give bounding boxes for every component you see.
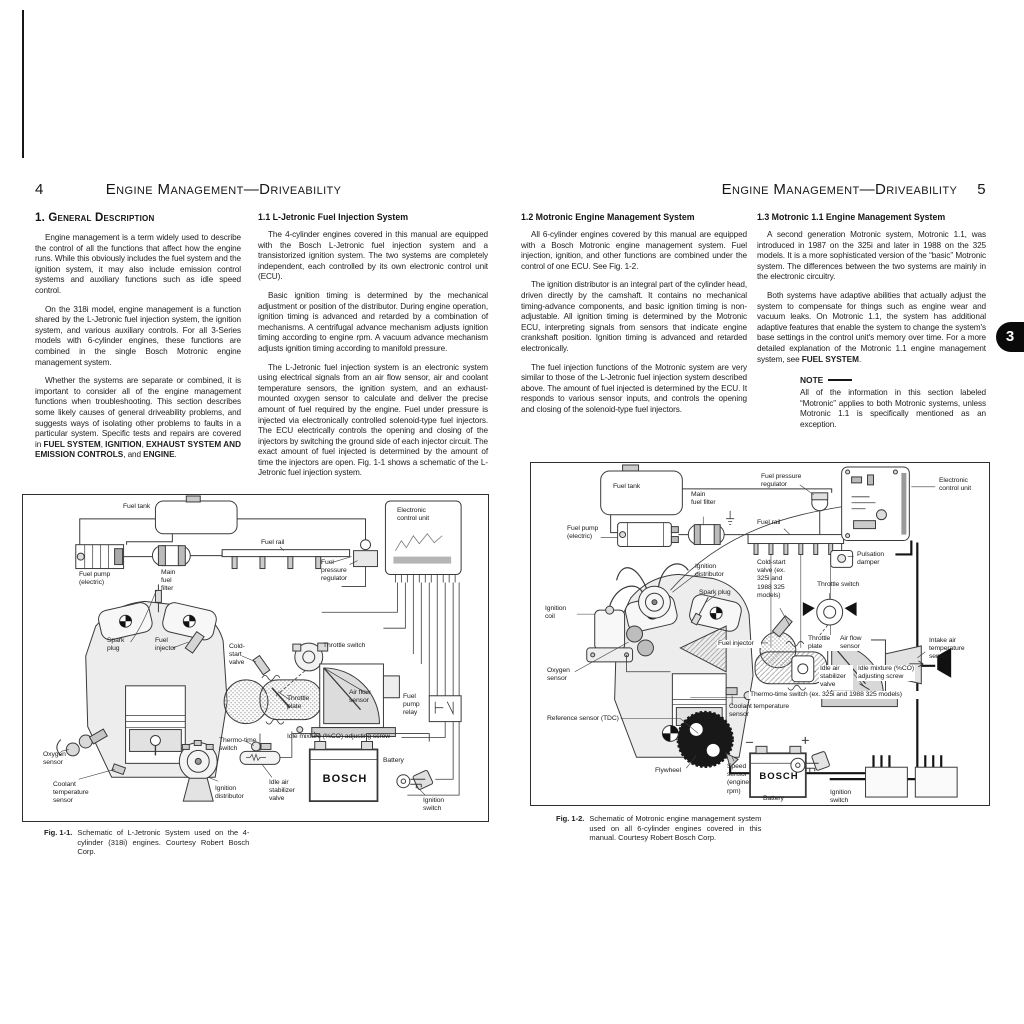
- ground-symbol: [726, 511, 734, 525]
- figure-1-2-caption: [556, 814, 761, 843]
- label-fuel-pressure-regulator: Fuel pressure regulator: [761, 473, 802, 489]
- figure-1-1: [22, 494, 489, 822]
- paragraph: Engine management is a term widely used to describe the control of all the functions that affect how the engine runs. While this obviously includes the fuel system and the ignition system, it may also include emission control systems and auxiliary functions such as idle speed control.: [35, 233, 241, 295]
- figure-1-2: [530, 462, 990, 806]
- right-page-title: Engine Management—Driveability: [721, 181, 958, 198]
- label-fuel-tank: Fuel tank: [613, 483, 641, 490]
- note-rule: [828, 379, 852, 382]
- label-fuel-tank: Fuel tank: [123, 503, 151, 510]
- label-reference-sensor: Reference sensor (TDC): [547, 715, 619, 722]
- battery-art: [292, 734, 429, 802]
- label-throttle-switch: Throttle switch: [817, 581, 860, 588]
- label-battery: Battery: [763, 795, 784, 802]
- note-block: [800, 375, 986, 430]
- label-idle-air-valve: Idle air stabilizer valve: [819, 665, 853, 690]
- fuel-filter-art: [152, 546, 190, 566]
- label-oxygen-sensor: Oxygen sensor: [43, 751, 66, 767]
- label-air-flow-sensor: Air flow sensor: [839, 635, 871, 651]
- label-spark-plug: Spark plug: [107, 637, 125, 653]
- label-oxygen-sensor: Oxygen sensor: [547, 667, 570, 683]
- note-heading: [800, 375, 986, 385]
- caption-label: Fig. 1-2.: [556, 814, 585, 823]
- pulsation-damper-art: [831, 544, 853, 568]
- right-page-number: 5: [977, 181, 986, 198]
- label-intake-air-temp-sensor: Intake air temperature sensor: [929, 637, 965, 661]
- paragraph: Whether the systems are separate or combined, it is important to consider all of the engine management functions when troubleshooting. This section describes some likely causes of general driveability problems, and suggests ways of isolating other problems to faults in a particular system. Specific tests and repairs are covered in FUEL SYSTEM, IGNITION, EXHAUST SYSTEM AND EMISSION CONTROLS, and ENGINE.: [35, 376, 241, 460]
- ecu-art: [842, 467, 910, 541]
- label-ignition-switch: Ignition switch: [829, 789, 863, 805]
- label-fuel-pump-relay: Fuel pump relay: [403, 693, 420, 717]
- caption-text: Schematic of L-Jetronic System used on the 4-cylinder (318i) engines. Courtesy Robert Bosch Corp.: [77, 828, 250, 857]
- label-thermo-time-switch: Thermo-time switch (ex. 325i and 1988 325 models): [749, 691, 925, 699]
- section-heading-general: 1. General Description: [35, 212, 155, 224]
- label-ignition-distributor: Ignition distributor: [215, 785, 244, 801]
- label-fuel-rail: Fuel rail: [757, 519, 781, 526]
- column-motronic: [521, 212, 747, 424]
- fuel-pump-relay-art: [429, 696, 461, 722]
- label-throttle-plate: Throttle plate: [287, 695, 310, 711]
- label-ignition-distributor: Ignition distributor: [695, 563, 724, 579]
- label-flywheel: Flywheel: [655, 767, 682, 774]
- label-main-fuel-filter: Main fuel filter: [691, 491, 716, 507]
- column-motronic11: [757, 212, 986, 439]
- connector-blocks: [866, 767, 958, 797]
- pressure-regulator-art: [812, 493, 828, 511]
- bosch-logo: BOSCH: [759, 771, 799, 782]
- label-fuel-pump: Fuel pump (electric): [79, 571, 111, 587]
- section-heading-motronic: 1.2 Motronic Engine Management System: [521, 212, 695, 222]
- label-pulsation-damper: Pulsation damper: [857, 551, 885, 567]
- bosch-logo: BOSCH: [322, 773, 368, 785]
- label-fuel-pump: Fuel pump (electric): [567, 525, 599, 541]
- tank-supply-line: [127, 534, 173, 545]
- label-spark-plug: Spark plug: [699, 589, 731, 596]
- label-idle-mixture-screw: Idle mixture (%CO) adjusting screw: [287, 733, 391, 740]
- column-general-description: [35, 212, 241, 469]
- label-throttle-plate: Throttle plate: [807, 635, 841, 651]
- caption-text: Schematic of Motronic engine management system used on all 6-cylinder engines covered in this manual. Courtesy Robert Bosch Corp.: [589, 814, 762, 843]
- cold-start-valve-art: [253, 656, 270, 675]
- left-page-header: [35, 181, 341, 198]
- label-battery: Battery: [383, 757, 404, 764]
- caption-label: Fig. 1-1.: [44, 828, 73, 837]
- motronic-schematic-art: [531, 463, 989, 805]
- label-fuel-injector: Fuel injector: [717, 640, 761, 648]
- left-page-number: 4: [35, 181, 44, 198]
- fuel-pump-art: [618, 523, 679, 547]
- left-page-title: Engine Management—Driveability: [105, 181, 342, 198]
- label-fuel-injector: Fuel injector: [155, 637, 177, 653]
- note-label: NOTE: [800, 375, 824, 386]
- label-ignition-coil: Ignition coil: [545, 605, 567, 621]
- note-text: All of the information in this section labeled “Motronic” applies to both Motronic systems, unless Motronic 1.1 is specifically mentioned as an exception.: [800, 388, 986, 429]
- label-throttle-switch: Throttle switch: [323, 642, 366, 649]
- label-main-fuel-filter: Main fuel filter: [161, 569, 176, 593]
- cold-start-valve-art: [772, 616, 792, 637]
- paragraph: On the 318i model, engine management is a function shared by the L-Jetronic fuel injection system, the ignition system, and various auxiliary controls. For all 3-Series models with 6-cylinder engines, these functions are combined in the single Bosch Motronic engine management system.: [35, 304, 241, 367]
- label-cold-start-valve: Cold-start valve (ex. 325i and 1988 325 models): [757, 559, 786, 599]
- ignition-switch-art: [397, 770, 433, 790]
- fuel-pump-art: [76, 545, 124, 569]
- label-ignition-switch: Ignition switch: [423, 797, 445, 813]
- paragraph: The ignition distributor is an integral part of the cylinder head, driven directly by the camshaft. It contains no mechanical timing-advance components, and basic ignition timing is non-adjustable. All ignition timing is determined by the Motronic ECU, interpreting signals from sensors that indicate engine crankshaft position. Ignition timing is advanced and retarded electronically.: [521, 280, 747, 353]
- label-fuel-rail: Fuel rail: [261, 539, 285, 546]
- fuel-filter-art: [688, 525, 724, 545]
- idle-air-valve-art: [792, 656, 814, 682]
- label-cold-start-valve: Cold-start valve: [229, 643, 245, 667]
- figure-1-1-caption: [44, 828, 249, 857]
- label-idle-air-valve: Idle air stabilizer valve: [269, 779, 295, 803]
- paragraph: Basic ignition timing is determined by the mechanical adjustment or position of the distributor. During engine operation, ignition timing is advanced and retarded by a combination of mechanisms. A centrifugal advance mechanism adjusts ignition timing according to engine rpm. A vacuum advance mechanism adjusts ignition timing according to manifold pressure.: [258, 290, 488, 353]
- paragraph: All 6-cylinder engines covered by this manual are equipped with a Bosch Motronic engine management system. Fuel injection, ignition, and other functions are combined under the control of one ECU. See Fig. 1-2.: [521, 230, 747, 271]
- label-air-flow-sensor: Air flow sensor: [349, 689, 371, 705]
- paragraph: The 4-cylinder engines covered in this manual are equipped with the Bosch L-Jetronic fuel injection system and a transistorized ignition system. The two systems are completely independent, each controlled by its own electronic control unit (ECU).: [258, 230, 488, 282]
- column-ljetronic: [258, 212, 488, 487]
- section-tab: 3: [996, 322, 1024, 352]
- paragraph: The L-Jetronic fuel injection system is an electronic system using electrical signals from an air flow sensor, air and coolant temperature sensors, the ignition system, and an exhaust-mounted oxygen sensor to calculate and deliver the precise amount of fuel required by the engine. Fuel under pressure is injected via electronically controlled solenoid-type fuel injectors. The ECU electrically controls the opening and closing of the injectors by switching the ground side of each injector circuit. The exact amount of fuel injected is determined by the amount of time the injectors are open. Fig. 1-1 shows a schematic of the L-Jetronic fuel injection system.: [258, 362, 488, 478]
- right-page-header: [518, 181, 986, 198]
- paragraph: The fuel injection functions of the Motronic system are very similar to those of the L-Jetronic fuel injection system described above. The amount of fuel injected is determined by the ECU. It responds to various sensor inputs, and controls the opening and closing of the solenoid-type fuel injectors.: [521, 362, 747, 414]
- page-edge-artifact: [22, 10, 24, 158]
- ljetronic-schematic-art: [23, 495, 488, 821]
- label-coolant-temp-sensor: Coolant temperature sensor: [729, 703, 790, 719]
- label-ecu: Electronic control unit: [397, 507, 430, 523]
- label-fuel-pressure-regulator: Fuel pressure regulator: [321, 559, 347, 583]
- label-ecu: Electronic control unit: [939, 477, 972, 493]
- label-coolant-temp-sensor: Coolant temperature sensor: [53, 781, 89, 805]
- section-heading-ljetronic: 1.1 L-Jetronic Fuel Injection System: [258, 212, 409, 222]
- label-idle-mixture-screw: Idle mixture (%CO) adjusting screw: [858, 665, 914, 681]
- fuel-tank-art: [155, 496, 237, 534]
- label-speed-sensor: Speed sensor (engine rpm): [727, 763, 749, 795]
- section-heading-motronic11: 1.3 Motronic 1.1 Engine Management System: [757, 212, 946, 222]
- paragraph: A second generation Motronic system, Motronic 1.1, was introduced in 1987 on the 325i and later in 1988 on the 325 models. It is a more sophisticated version of the “basic” Motronic system. The differences between the two systems are mainly in the electronic circuitry.: [757, 230, 986, 282]
- distributor-art: [179, 740, 217, 801]
- paragraph: Both systems have adaptive abilities that actually adjust the system to compensate for things such as engine wear and vacuum leaks. On Motronic 1.1, the system has additional adaptive features that enable the system to change the system's base settings in the control unit's memory over time. For a more detailed explanation of the Motronic 1.1 engine management system, see FUEL SYSTEM.: [757, 290, 986, 364]
- label-thermo-time-switch: Thermo-time switch: [219, 737, 257, 753]
